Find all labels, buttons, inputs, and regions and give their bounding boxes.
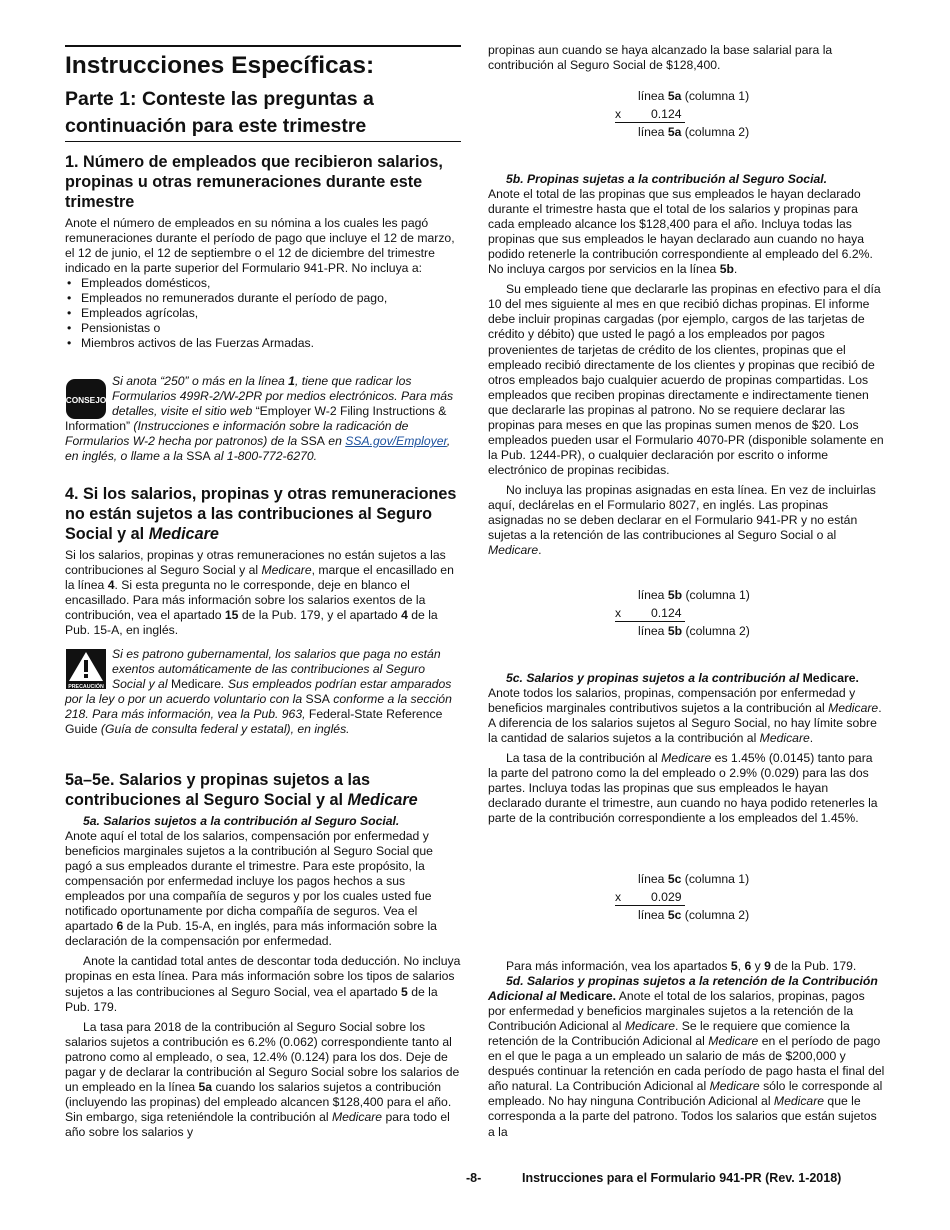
form-title-footer: Instrucciones para el Formulario 941-PR (Rev. 1-2018): [522, 1171, 842, 1185]
info-text: y: [751, 959, 765, 973]
tip-text: , tiene que radicar los Formularios 499R-2/W-2PR por medios electrónicos. Para más detalles, visite el sitio web: [112, 374, 454, 419]
caution-label: PRECAUCIÓN: [68, 684, 104, 690]
s5b-text: No incluya las propinas asignadas en esta línea. En vez de incluirlas aquí, declárelas en el Formulario 8027, en inglés. Las propinas asignadas no se deben declarar en el Formulario 941-PR y no están sujetas a la retención de las contribuciones al Seguro Social o al: [488, 482, 876, 543]
section-5a-body: [65, 814, 461, 1140]
s5a-ref: 6: [116, 919, 124, 934]
section-5b-para2: Su empleado tiene que declararle las propinas en efectivo para el día 10 del mes siguiente al mes en que recibió dichas propinas. El informe debe incluir propinas cargadas (por ejemplo, cargos de las tarjetas de crédito y débito) que usted le pagó a los empleados por pagos provenientes de tarjetas de crédito de los clientes, propinas que el empleado recibió directamente de los clientes y propinas que recibió de otros empleados bajo cualquier acuerdo de propinas compartidas. Los empleados que reciben propinas directamente e indirectamente tienen que declararle las propinas al patrono. No se requiere declarar las propinas para meses en que las propinas sumen menos de $20. Los empleados pueden usar el Formulario 4070-PR (disponible solamente en la Pub. 1244-PR), o cualquier declaración por escrito o informe electrónico de propinas recibidas.: [488, 282, 884, 477]
s5a-text: Anote la cantidad total antes de descontar toda deducción. No incluya propinas en esta línea. Para más información sobre los tipos de salarios sujetos a las contribuciones al Seguro Social, vea el apartado: [65, 954, 461, 999]
tip-text: Si anota “250” o más en la línea: [112, 374, 289, 388]
s5c-text: .: [809, 731, 814, 746]
section-5a-para3: [65, 1020, 461, 1140]
s5d-medicare: Medicare: [624, 1019, 675, 1034]
s5d-text: sólo le corresponde al empleado. No hay ninguna Contribución Adicional al: [488, 1079, 883, 1109]
s5d-medicare: Medicare: [708, 1034, 759, 1049]
caution-ssa: SSA: [305, 692, 330, 707]
calc-multiplier: 0.124: [651, 606, 682, 620]
list-item: • Empleados agrícolas,: [65, 306, 461, 321]
list-item: • Empleados no remunerados durante el período de pago,: [65, 291, 461, 306]
calc-ref: 5c: [667, 872, 682, 886]
calc-line2: [638, 123, 749, 141]
s4-text: . Si esta pregunta no le corresponde, deje en blanco el encasillado. Para más información sobre los salarios exentos de la contribución, vea el apartado: [65, 578, 426, 623]
s5b-line-ref: 5b: [719, 262, 734, 277]
calc-text: (columna 1): [681, 872, 750, 886]
section-5-title-medicare: Medicare: [347, 791, 418, 809]
section-5c-heading: 5c. Salarios y propinas sujetos a la contribución al: [506, 671, 803, 685]
calc-text: línea: [638, 872, 668, 886]
s5a-text: cuando los salarios sujetos a contribución (incluyendo las propinas) del empleado alcancen $128,400 para el año. Sin embargo, siga reteniéndole la contribución al: [65, 1079, 452, 1124]
s5d-medicare: Medicare: [709, 1079, 760, 1094]
more-info-text: [488, 959, 885, 974]
section-5b-para3: [488, 483, 885, 558]
info-ref: 5: [730, 959, 738, 973]
s5d-medicare: Medicare: [773, 1094, 825, 1109]
tip-site-name: “Employer W-2 Filing Instructions & Information”: [65, 404, 447, 434]
list-item: • Empleados domésticos,: [65, 276, 461, 291]
calc-x: x: [615, 890, 622, 904]
s5c-text: La tasa de la contribución al: [506, 751, 662, 766]
caution-note: [65, 647, 461, 737]
section-5b-heading: 5b. Propinas sujetas a la contribución al Seguro Social.: [506, 172, 828, 186]
s5d-text: en el período de pago en el que le paga a un empleado un salario de más de $200,000 y después continuar la retención en cada período de pago hasta el final del año natural. La Contribución Adicional al: [488, 1034, 885, 1094]
info-ref: 9: [764, 959, 771, 973]
tip-ssa: SSA: [186, 449, 211, 464]
s4-medicare: Medicare: [261, 563, 312, 578]
calc-ref: 5b: [667, 588, 683, 602]
s4-text: Si los salarios, propinas y otras remuneraciones no están sujetos a las contribuciones al Seguro Social y al: [65, 548, 446, 578]
section-5a-text: [65, 814, 461, 949]
s5c-text: Anote todos los salarios, propinas, compensación por enfermedad y beneficios marginales contributivos sujetos a la contribución al: [488, 686, 856, 716]
calc-text: (columna 2): [681, 125, 750, 139]
s5d-text: que le corresponda a la parte del patrono. Todos los salarios que están sujetos a la: [488, 1094, 877, 1139]
calc-line2: [638, 622, 750, 640]
caution-text: . Sus empleados podrían estar amparados por la ley o por un acuerdo voluntario con la: [65, 677, 452, 707]
tip-ssa: SSA: [300, 434, 325, 449]
s4-text: de la Pub. 15-A, en inglés.: [65, 608, 438, 638]
section-5d-text: [488, 974, 885, 1140]
list-item: • Pensionistas o: [65, 321, 461, 336]
calc-text: (columna 2): [682, 624, 750, 638]
continued-text: propinas aun cuando se haya alcanzado la base salarial para la contribución al Seguro Social de $128,400.: [488, 43, 833, 73]
calc-line1: [638, 87, 749, 105]
section-5b-text: [488, 172, 885, 277]
section-5c-text: [488, 671, 885, 746]
caution-text: conforme a la sección 218. Para más información, vea la Pub. 963,: [65, 692, 452, 722]
tip-text: en: [324, 434, 346, 449]
s5a-line-ref: 5a: [198, 1079, 213, 1094]
s5b-text: .: [733, 262, 738, 277]
s4-text: , marque el encasillado en la línea: [65, 563, 454, 593]
calc-line2: [638, 906, 749, 924]
title-rule: [65, 45, 461, 47]
s5a-text: Anote aquí el total de los salarios, compensación por enfermedad y beneficios marginales sujetos a la contribución al Seguro Social que pagó a sus empleados durante el trimestre. Para este propósito, la compensación por enfermedad incluye los pagos hechos a sus empleados por una compañía de seguros y por los cuales usted fue notificado oportunamente por dicha compañía de seguros. Vea el apartado: [65, 829, 433, 934]
s5a-text: para todo el año sobre los salarios y: [65, 1109, 450, 1139]
section-5b-body: [488, 172, 885, 558]
section-5-title: [65, 770, 461, 810]
calc-text: línea: [638, 89, 668, 103]
section-1-body: [65, 216, 461, 351]
calc-text: (columna 2): [681, 908, 750, 922]
part-title-line2: continuación para este trimestre: [65, 115, 367, 137]
s5b-medicare: Medicare: [488, 543, 539, 558]
section-5c-body: [488, 671, 885, 826]
tip-label: CONSEJO: [65, 395, 107, 405]
s5c-text: es 1.45% (0.0145) tanto para la parte del patrono como la del empleado o 2.9% (0.029) para las dos partes. Incluya todas las propinas que sus empleados le hayan declarado durante el trimestre, aun cuando no haya podido retenerles la parte de la contribución correspondiente a los empleados del 1.45%.: [488, 751, 878, 826]
calc-x: x: [615, 606, 622, 620]
s5d-text: Anote el total de los salarios, propinas, pagos por enfermedad y beneficios marginales sujetos a la retención de la Contribución Adicional al: [488, 989, 865, 1034]
page-title: Instrucciones Específicas:: [65, 52, 375, 79]
calc-text: línea: [638, 908, 668, 922]
section-4-title: [65, 484, 461, 544]
caution-medicare: Medicare: [170, 677, 222, 692]
caution-text: Si es patrono gubernamental, los salarios que paga no están exentos automáticamente de las contribuciones al Seguro Social y al: [112, 647, 441, 692]
tip-text: (Instrucciones e información sobre la radicación de Formularios W-2 hecha por patronos) de la: [65, 419, 409, 449]
info-text: ,: [737, 959, 745, 973]
calc-ref: 5a: [667, 89, 682, 103]
section-5a-para2: [65, 954, 461, 1014]
calc-line1: [638, 870, 749, 888]
calc-text: (columna 1): [682, 588, 750, 602]
s4-ref: 15: [224, 608, 239, 623]
calc-text: línea: [638, 624, 668, 638]
exclusion-list: [65, 276, 461, 351]
info-ref: 6: [744, 959, 752, 973]
calc-ref: 5c: [667, 908, 682, 922]
s4-line-ref: 4: [107, 578, 115, 593]
tip-line-ref: 1: [288, 374, 295, 388]
calc-multiplier: 0.029: [651, 890, 682, 904]
s5c-medicare: Medicare: [759, 731, 810, 746]
section-5c-para2: [488, 751, 885, 826]
caution-guide: Federal-State Reference Guide: [65, 707, 443, 737]
calc-text: (columna 1): [681, 89, 750, 103]
info-text: Para más información, vea los apartados: [506, 959, 731, 973]
section-4-title-medicare: Medicare: [148, 525, 219, 543]
s4-text: de la Pub. 179, y el apartado: [238, 608, 402, 623]
calc-x: x: [615, 107, 622, 121]
part-title-line1: Parte 1: Conteste las preguntas a: [65, 88, 374, 110]
s5c-text: . A diferencia de los salarios sujetos al Seguro Social, no hay límite sobre la cantidad de salarios sujetos a la contribución al: [488, 701, 882, 746]
section-4-title-text: 4. Si los salarios, propinas y otras remuneraciones no están sujetos a las contribuciones al Seguro Social y al: [65, 485, 457, 543]
s5d-text: . Se le requiere que comience la retención de la Contribución Adicional al: [488, 1019, 850, 1049]
ssa-employer-link[interactable]: SSA.gov/Employer: [345, 434, 447, 449]
section-5d-heading: 5d. Salarios y propinas sujetos a la retención de la Contribución Adicional al: [488, 974, 878, 1004]
section-1-text: Anote el número de empleados en su nómina a los cuales les pagó remuneraciones durante el período de pago que incluye el 12 de marzo, el 12 de junio, el 12 de septiembre o el 12 de diciembre del trimestre indicado en la parte superior del Formulario 941-PR. No incluya a:: [65, 216, 455, 276]
section-5d-body: [488, 959, 885, 1140]
calc-multiplier: 0.124: [651, 107, 682, 121]
section-4-text: [65, 548, 461, 638]
part-rule: [65, 141, 461, 142]
section-5-title-text: 5a–5e. Salarios y propinas sujetos a las contribuciones al Seguro Social y al: [65, 771, 371, 809]
s5a-text: de la Pub. 179.: [65, 984, 438, 1014]
tip-text: al 1-800-772-6270.: [210, 449, 318, 464]
calc-text: línea: [638, 588, 668, 602]
list-item: • Miembros activos de las Fuerzas Armadas.: [65, 336, 461, 351]
info-text: de la Pub. 179.: [770, 959, 857, 973]
s5a-text: de la Pub. 15-A, en inglés, para más información sobre la declaración de la compensación por enfermedad.: [65, 919, 437, 949]
s5c-medicare: Medicare: [828, 701, 879, 716]
section-5c-heading-medicare: Medicare.: [802, 671, 859, 685]
s5a-ref: 5: [401, 984, 408, 999]
calc-ref: 5a: [667, 125, 682, 139]
s5a-medicare: Medicare: [331, 1109, 383, 1124]
section-5a-heading: 5a. Salarios sujetos a la contribución al Seguro Social.: [83, 814, 400, 828]
s5c-medicare: Medicare: [661, 751, 712, 766]
s5b-text: Anote el total de las propinas que sus empleados le hayan declarado durante el trimestre hasta que el total de los salarios y propinas para cada empleado alcance los $128,400 para el año. Incluya todas las propinas que sus empleados le hayan declarado aun cuando no haya podido retenerle la contribución correspondiente al empleado del 6.2%. No incluya cargos por servicios en la línea: [488, 187, 873, 277]
s5a-text: La tasa para 2018 de la contribución al Seguro Social sobre los salarios sujetos a contribución es 6.2% (0.062) correspondiente tanto al patrono como al empleado, o sea, 12.4% (0.124) para los dos. Deje de pagar y de declarar la contribución al Seguro Social sobre los salarios de un empleado en la línea: [65, 1019, 460, 1094]
s5b-text: .: [538, 543, 542, 558]
calc-ref: 5b: [667, 624, 683, 638]
page-number: -8-: [466, 1171, 482, 1185]
calc-text: línea: [638, 125, 668, 139]
calc-line1: [638, 586, 750, 604]
section-5d-heading-medicare: Medicare.: [559, 989, 617, 1004]
section-1-title: 1. Número de empleados que recibieron salarios, propinas u otras remuneraciones durante este trimestre: [65, 153, 443, 211]
caution-text: (Guía de consulta federal y estatal), en inglés.: [97, 722, 350, 737]
tip-text: , en inglés, o llame a la: [65, 434, 451, 464]
s4-ref: 4: [401, 608, 408, 623]
tip-note: [65, 374, 461, 464]
